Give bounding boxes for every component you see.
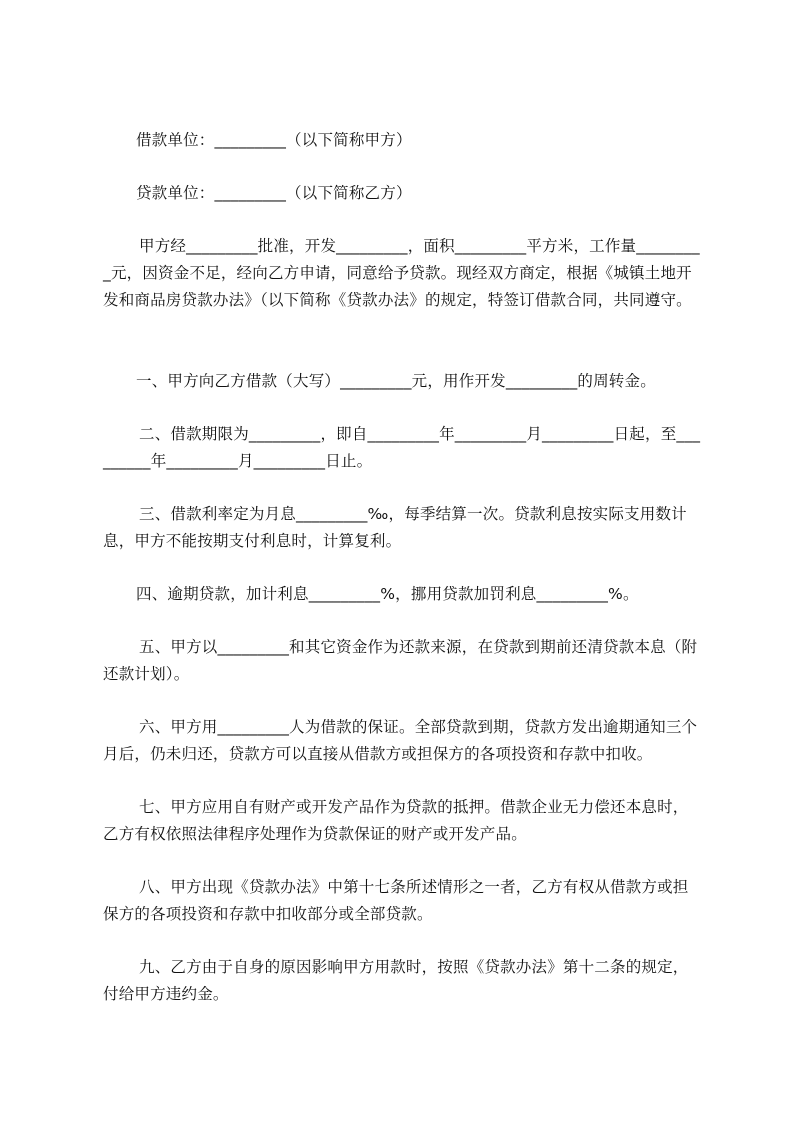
- borrower-line: 借款单位：_________（以下简称甲方）: [136, 131, 412, 149]
- clause-5: 五、甲方以_________和其它资金作为还款来源，在贷款到期前还清贷款本息（附还款计划）。: [103, 638, 698, 683]
- clause-2: 二、借款期限为_________，即自_________年_________月_________日起，至_________年_________月_________日止。: [103, 425, 701, 470]
- clause-9: 九、乙方由于自身的原因影响甲方用款时，按照《贷款办法》第十二条的规定，付给甲方违约金。: [103, 958, 689, 1003]
- clause-6: 六、甲方用_________人为借款的保证。全部贷款到期，贷款方发出逾期通知三个月后，仍未归还，贷款方可以直接从借款方或担保方的各项投资和存款中扣收。: [103, 718, 698, 763]
- intro-paragraph: 甲方经_________批准，开发_________，面积_________平方米，工作量_________元，因资金不足，经向乙方申请，同意给予贷款。现经双方商定，根据《城镇土地开发和商品房贷款办法》（以下简称《贷款办法》的规定，特签订借款合同，共同遵守。: [103, 237, 700, 309]
- clause-8: 八、甲方出现《贷款办法》中第十七条所述情形之一者，乙方有权从借款方或担保方的各项投资和存款中扣收部分或全部贷款。: [103, 878, 689, 923]
- clause-3: 三、借款利率定为月息_________‰，每季结算一次。贷款利息按实际支用数计息，甲方不能按期支付利息时，计算复利。: [103, 505, 687, 550]
- clause-7: 七、甲方应用自有财产或开发产品作为贷款的抵押。借款企业无力偿还本息时，乙方有权依照法律程序处理作为贷款保证的财产或开发产品。: [103, 798, 689, 843]
- clause-1: 一、甲方向乙方借款（大写）_________元，用作开发_________的周转金。: [136, 372, 656, 390]
- lender-line: 贷款单位：_________（以下简称乙方）: [136, 184, 412, 202]
- clause-4: 四、逾期贷款，加计利息_________%，挪用贷款加罚利息_________%。: [136, 585, 639, 603]
